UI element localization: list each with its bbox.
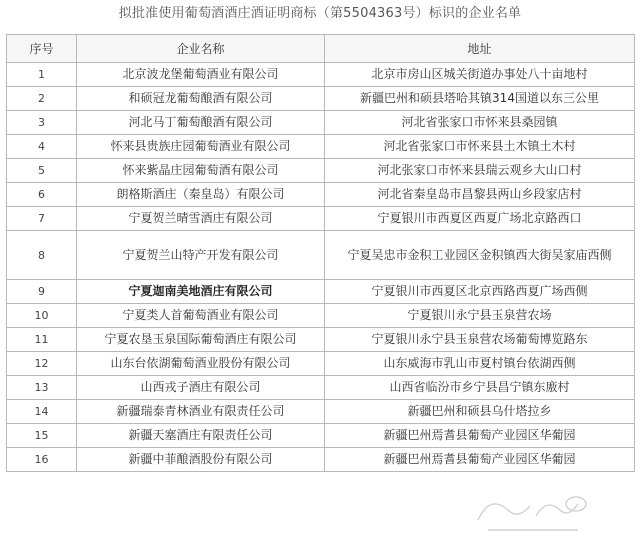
table-row bbox=[7, 352, 635, 376]
row-number: 16 bbox=[7, 448, 77, 472]
row-number: 15 bbox=[7, 424, 77, 448]
row-enterprise-name: 宁夏迦南美地酒庄有限公司 bbox=[77, 280, 325, 304]
row-number: 14 bbox=[7, 400, 77, 424]
row-address: 宁夏银川永宁县玉泉营农场 bbox=[325, 304, 635, 328]
row-address: 新疆巴州和硕县乌什塔拉乡 bbox=[325, 400, 635, 424]
row-enterprise-name: 新疆天塞酒庄有限责任公司 bbox=[77, 424, 325, 448]
row-address: 河北张家口市怀来县瑞云观乡大山口村 bbox=[325, 159, 635, 183]
row-enterprise-name: 新疆中菲酿酒股份有限公司 bbox=[77, 448, 325, 472]
row-enterprise-name: 北京波龙堡葡萄酒业有限公司 bbox=[77, 63, 325, 87]
row-address: 新疆巴州和硕县塔哈其镇314国道以东三公里 bbox=[325, 87, 635, 111]
row-number: 6 bbox=[7, 183, 77, 207]
row-number: 4 bbox=[7, 135, 77, 159]
table-row bbox=[7, 87, 635, 111]
enterprise-table bbox=[6, 34, 635, 472]
table-row bbox=[7, 63, 635, 87]
row-address: 宁夏银川市西夏区北京西路西夏广场西侧 bbox=[325, 280, 635, 304]
row-enterprise-name: 新疆瑞泰青林酒业有限责任公司 bbox=[77, 400, 325, 424]
row-address: 河北省张家口市怀来县土木镇土木村 bbox=[325, 135, 635, 159]
document-title: 拟批准使用葡萄酒酒庄酒证明商标（第5504363号）标识的企业名单 bbox=[118, 6, 522, 21]
row-number: 10 bbox=[7, 304, 77, 328]
row-number: 7 bbox=[7, 207, 77, 231]
row-enterprise-name: 怀来紫晶庄园葡萄酒有限公司 bbox=[77, 159, 325, 183]
table-row bbox=[7, 400, 635, 424]
row-address: 宁夏吴忠市金积工业园区金积镇西大街吴家庙西侧 bbox=[325, 231, 635, 280]
table-row bbox=[7, 424, 635, 448]
row-number: 1 bbox=[7, 63, 77, 87]
header-address: 地址 bbox=[325, 35, 635, 63]
row-address: 宁夏银川市西夏区西夏广场北京路西口 bbox=[325, 207, 635, 231]
row-number: 12 bbox=[7, 352, 77, 376]
row-enterprise-name: 宁夏农垦玉泉国际葡萄酒庄有限公司 bbox=[77, 328, 325, 352]
table-row bbox=[7, 280, 635, 304]
row-enterprise-name: 朗格斯酒庄（秦皇岛）有限公司 bbox=[77, 183, 325, 207]
row-number: 9 bbox=[7, 280, 77, 304]
row-number: 3 bbox=[7, 111, 77, 135]
table-row bbox=[7, 231, 635, 280]
row-address: 河北省秦皇岛市昌黎县两山乡段家店村 bbox=[325, 183, 635, 207]
table-row bbox=[7, 328, 635, 352]
table-header-row bbox=[7, 35, 635, 63]
watermark-logo-icon bbox=[458, 482, 608, 542]
row-enterprise-name: 山西戎子酒庄有限公司 bbox=[77, 376, 325, 400]
row-number: 5 bbox=[7, 159, 77, 183]
table-row bbox=[7, 448, 635, 472]
row-enterprise-name: 宁夏贺兰晴雪酒庄有限公司 bbox=[77, 207, 325, 231]
table-row bbox=[7, 207, 635, 231]
row-enterprise-name: 宁夏类人首葡萄酒业有限公司 bbox=[77, 304, 325, 328]
table-row bbox=[7, 376, 635, 400]
row-address: 北京市房山区城关街道办事处八十亩地村 bbox=[325, 63, 635, 87]
table-row bbox=[7, 135, 635, 159]
header-enterprise-name: 企业名称 bbox=[77, 35, 325, 63]
row-enterprise-name: 宁夏贺兰山特产开发有限公司 bbox=[77, 231, 325, 280]
row-address: 河北省张家口市怀来县桑园镇 bbox=[325, 111, 635, 135]
row-enterprise-name: 山东台依湖葡萄酒业股份有限公司 bbox=[77, 352, 325, 376]
row-address: 新疆巴州焉耆县葡萄产业园区华葡园 bbox=[325, 424, 635, 448]
table-row bbox=[7, 304, 635, 328]
row-enterprise-name: 怀来县贵族庄园葡萄酒业有限公司 bbox=[77, 135, 325, 159]
row-address: 宁夏银川永宁县玉泉营农场葡萄博览路东 bbox=[325, 328, 635, 352]
row-enterprise-name: 和硕冠龙葡萄酿酒有限公司 bbox=[77, 87, 325, 111]
row-address: 山西省临汾市乡宁县昌宁镇东廒村 bbox=[325, 376, 635, 400]
row-number: 13 bbox=[7, 376, 77, 400]
row-address: 新疆巴州焉耆县葡萄产业园区华葡园 bbox=[325, 448, 635, 472]
header-serial-number: 序号 bbox=[7, 35, 77, 63]
row-number: 8 bbox=[7, 231, 77, 280]
row-address: 山东威海市乳山市夏村镇台依湖西侧 bbox=[325, 352, 635, 376]
table-row bbox=[7, 183, 635, 207]
row-number: 11 bbox=[7, 328, 77, 352]
table-row bbox=[7, 111, 635, 135]
row-number: 2 bbox=[7, 87, 77, 111]
row-enterprise-name: 河北马丁葡萄酿酒有限公司 bbox=[77, 111, 325, 135]
table-row bbox=[7, 159, 635, 183]
